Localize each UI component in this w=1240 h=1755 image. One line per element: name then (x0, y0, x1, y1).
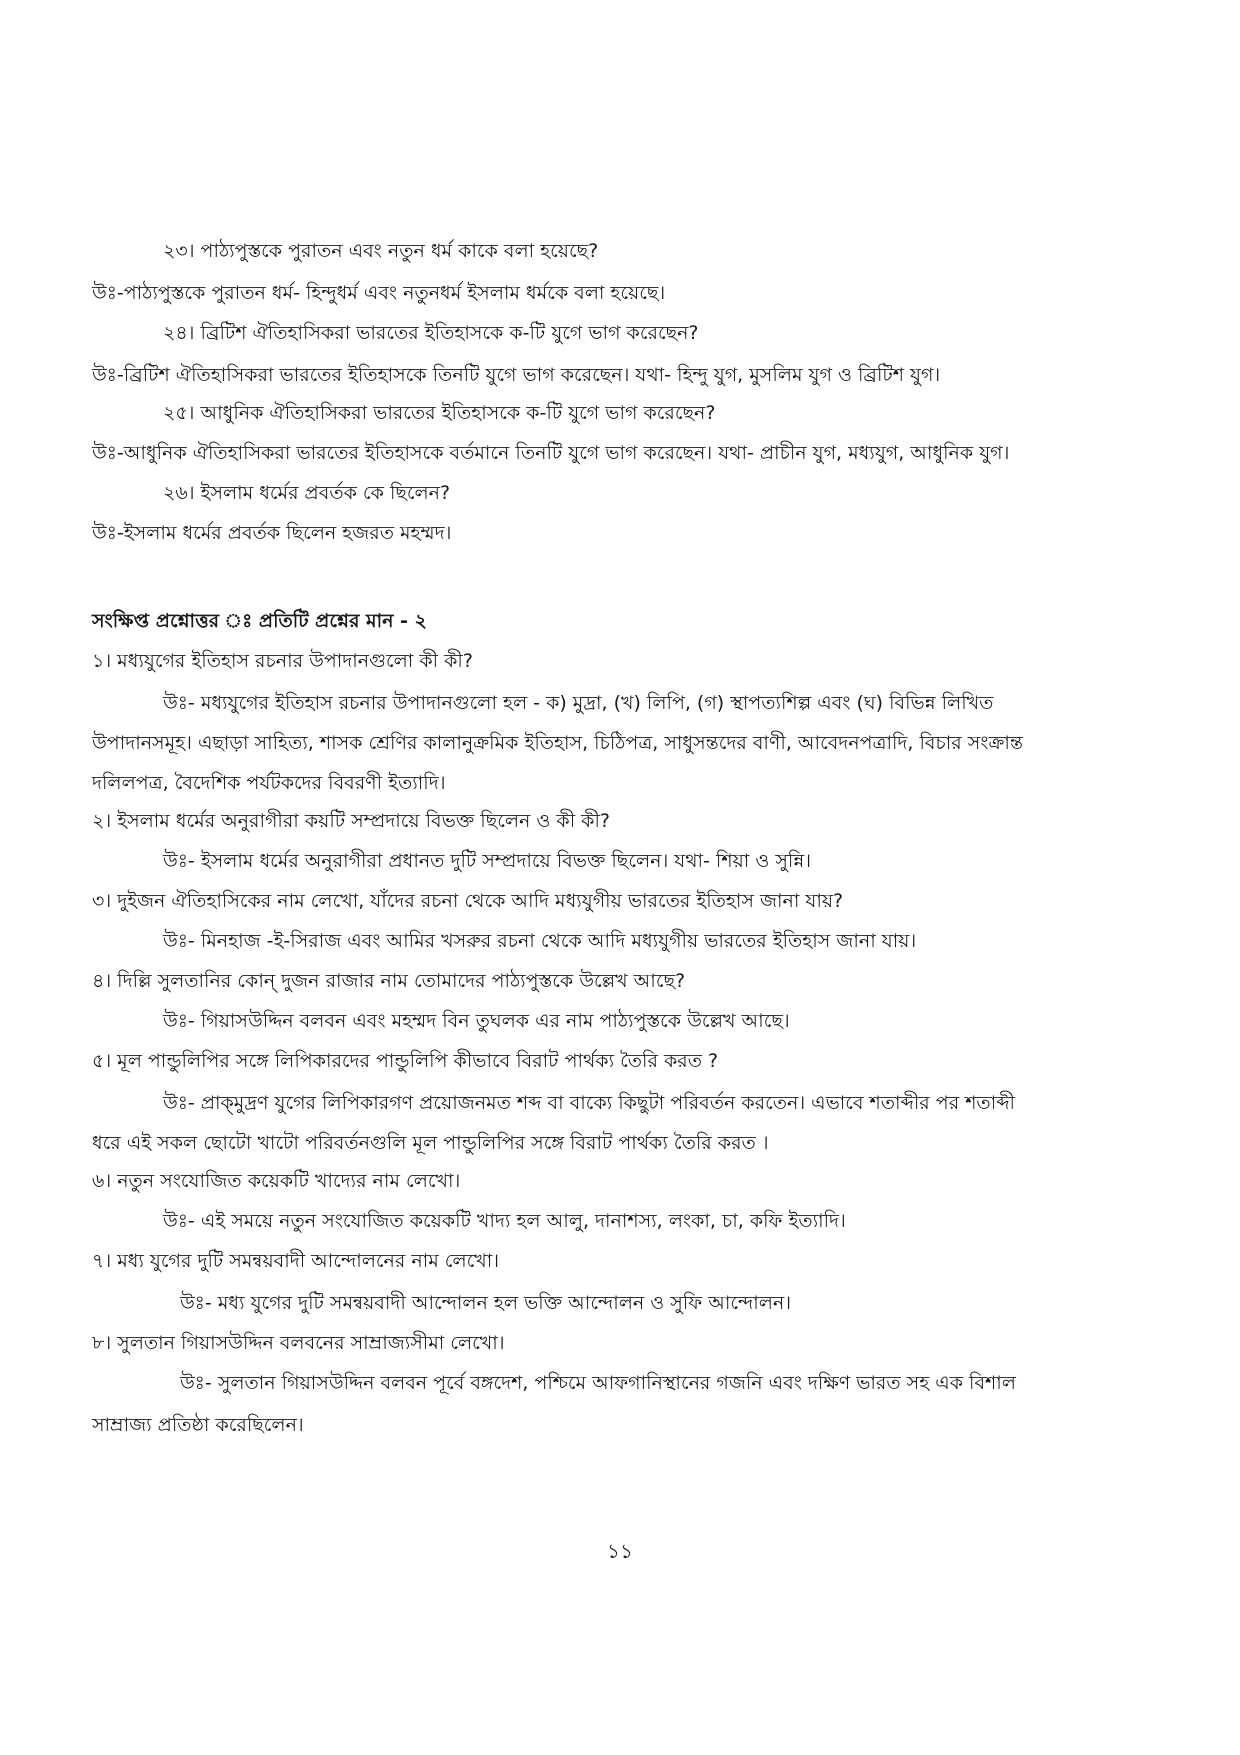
answer-5-line-2: ধরে এই সকল ছোটো খাটো পরিবর্তনগুলি মূল পান্ডুলিপির সঙ্গে বিরাট পার্থক্য তৈরি করত । (92, 1132, 769, 1154)
answer-1-line-2: উপাদানসমূহ। এছাড়া সাহিত্য, শাসক শ্রেণির কালানুক্রমিক ইতিহাস, চিঠিপত্র, সাধুসন্তদের বাণী, আবেদনপত্রাদি, বিচার সংক্রান্ত (92, 732, 1023, 754)
question-7: ৭। মধ্য যুগের দুটি সমন্বয়বাদী আন্দোলনের নাম লেখো। (92, 1250, 500, 1272)
answer-8-line-1: উঃ- সুলতান গিয়াসউদ্দিন বলবন পূর্বে বঙ্গদেশ, পশ্চিমে আফগানিস্থানের গজনি এবং দক্ষিণ ভারত সহ এক বিশাল (180, 1372, 1016, 1394)
section-heading: সংক্ষিপ্ত প্রশ্নোত্তর ঃ প্রতিটি প্রশ্নের মান - ২ (92, 610, 427, 632)
answer-7: উঃ- মধ্য যুগের দুটি সমন্বয়বাদী আন্দোলন হল ভক্তি আন্দোলন ও সুফি আন্দোলন। (180, 1292, 792, 1314)
question-1: ১। মধ্যযুগের ইতিহাস রচনার উপাদানগুলো কী কী? (92, 650, 473, 672)
page-number: ১১ (607, 1539, 633, 1563)
question-4: ৪। দিল্লি সুলতানির কোন্ দুজন রাজার নাম তোমাদের পাঠ্যপুস্তকে উল্লেখ আছে? (92, 970, 686, 992)
question-8: ৮। সুলতান গিয়াসউদ্দিন বলবনের সাম্রাজ্যসীমা লেখো। (92, 1332, 505, 1354)
question-25: ২৫। আধুনিক ঐতিহাসিকরা ভারতের ইতিহাসকে ক-টি যুগে ভাগ করেছেন? (163, 402, 716, 424)
question-24: ২৪। ব্রিটিশ ঐতিহাসিকরা ভারতের ইতিহাসকে ক-টি যুগে ভাগ করেছেন? (163, 322, 699, 344)
answer-4: উঃ- গিয়াসউদ্দিন বলবন এবং মহম্মদ বিন তুঘলক এর নাম পাঠ্যপুস্তকে উল্লেখ আছে। (163, 1010, 790, 1032)
question-23: ২৩। পাঠ্যপুস্তকে পুরাতন এবং নতুন ধর্ম কাকে বলা হয়েছে? (163, 240, 599, 262)
answer-25: উঃ-আধুনিক ঐতিহাসিকরা ভারতের ইতিহাসকে বর্তমানে তিনটি যুগে ভাগ করেছেন। যথা- প্রাচীন যুগ, মধ্যযুগ, আধুনিক যুগ। (92, 442, 1010, 464)
answer-26: উঃ-ইসলাম ধর্মের প্রবর্তক ছিলেন হজরত মহম্মদ। (92, 522, 452, 544)
question-2: ২। ইসলাম ধর্মের অনুরাগীরা কয়টি সম্প্রদায়ে বিভক্ত ছিলেন ও কী কী? (92, 810, 610, 832)
answer-23: উঃ-পাঠ্যপুস্তকে পুরাতন ধর্ম- হিন্দুধর্ম এবং নতুনধর্ম ইসলাম ধর্মকে বলা হয়েছে। (92, 282, 666, 304)
question-6: ৬। নতুন সংযোজিত কয়েকটি খাদ্যের নাম লেখো। (92, 1170, 461, 1192)
answer-8-line-2: সাম্রাজ্য প্রতিষ্ঠা করেছিলেন। (92, 1414, 304, 1436)
answer-24: উঃ-ব্রিটিশ ঐতিহাসিকরা ভারতের ইতিহাসকে তিনটি যুগে ভাগ করেছেন। যথা- হিন্দু যুগ, মুসলিম যুগ ও ব্রিটিশ যুগ। (92, 364, 941, 386)
answer-1-line-1: উঃ- মধ্যযুগের ইতিহাস রচনার উপাদানগুলো হল - ক) মুদ্রা, (খ) লিপি, (গ) স্থাপত্যশিল্প এবং (ঘ) বিভিন্ন লিখিত (163, 692, 994, 714)
answer-3: উঃ- মিনহাজ -ই-সিরাজ এবং আমির খসরুর রচনা থেকে আদি মধ্যযুগীয় ভারতের ইতিহাস জানা যায়। (163, 930, 917, 952)
answer-1-line-3: দলিলপত্র, বৈদেশিক পর্যটকদের বিবরণী ইত্যাদি। (92, 772, 446, 794)
question-26: ২৬। ইসলাম ধর্মের প্রবর্তক কে ছিলেন? (163, 482, 451, 504)
answer-6: উঃ- এই সময়ে নতুন সংযোজিত কয়েকটি খাদ্য হল আলু, দানাশস্য, লংকা, চা, কফি ইত্যাদি। (163, 1210, 846, 1232)
answer-5-line-1: উঃ- প্রাক্‌মুদ্রণ যুগের লিপিকারগণ প্রয়োজনমত শব্দ বা বাক্যে কিছুটা পরিবর্তন করতেন। এভাবে শতাব্দীর পর শতাব্দী (163, 1092, 1015, 1114)
answer-2: উঃ- ইসলাম ধর্মের অনুরাগীরা প্রধানত দুটি সম্প্রদায়ে বিভক্ত ছিলেন। যথা- শিয়া ও সুন্নি। (163, 850, 812, 872)
question-3: ৩। দুইজন ঐতিহাসিকের নাম লেখো, যাঁদের রচনা থেকে আদি মধ্যযুগীয় ভারতের ইতিহাস জানা যায়? (92, 890, 844, 912)
question-5: ৫। মূল পান্ডুলিপির সঙ্গে লিপিকারদের পান্ডুলিপি কীভাবে বিরাট পার্থক্য তৈরি করত ? (92, 1050, 719, 1072)
